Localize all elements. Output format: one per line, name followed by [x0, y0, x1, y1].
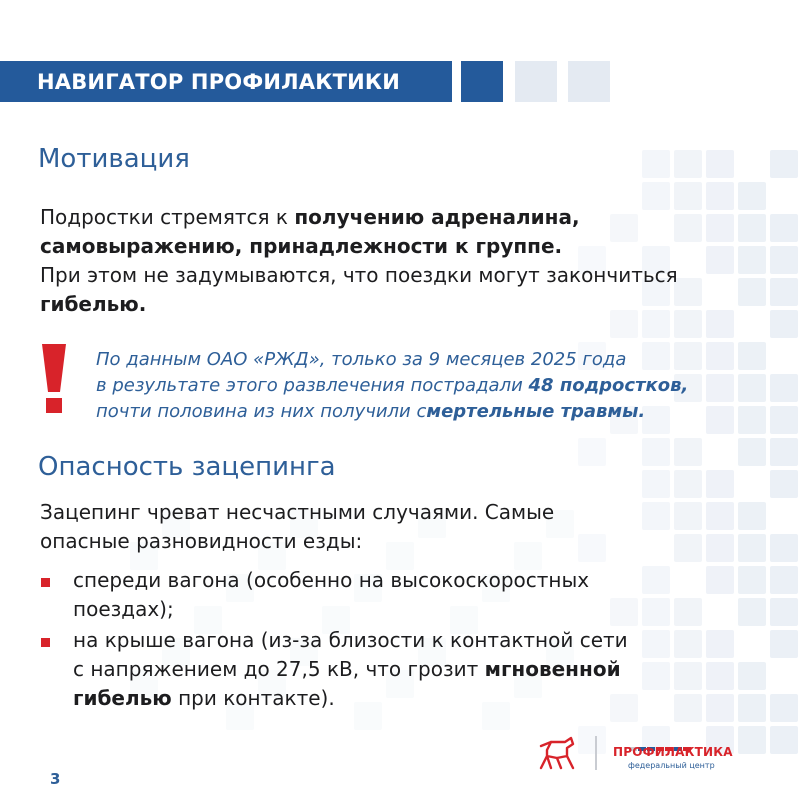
bold-text: самовыражению, принадлежности к группе.	[40, 234, 563, 258]
emblem-icon	[537, 734, 577, 772]
text: опасные разновидности езды:	[40, 529, 363, 553]
background-tile	[738, 438, 766, 466]
bold-text: гибелью.	[40, 292, 147, 316]
list-item	[40, 626, 780, 713]
text: Зацепинг чреват несчастными случаями. Самые	[40, 500, 555, 524]
bold-text: гибелью	[73, 686, 172, 710]
note-bold: мертельные травмы.	[426, 401, 646, 422]
background-tile	[738, 726, 766, 754]
background-tile	[642, 438, 670, 466]
background-tile	[706, 470, 734, 498]
text: спереди вагона (особенно на высокоскоростных	[73, 568, 590, 592]
note-line: почти половина из них получили с	[96, 401, 427, 422]
danger-intro	[40, 498, 790, 556]
bullet-square-icon	[41, 638, 50, 647]
statistics-note	[96, 347, 786, 425]
page-number: 3	[50, 770, 61, 788]
text: с напряжением до 27,5 кВ, что грозит	[73, 657, 485, 681]
logo-subtitle: федеральный центр	[628, 761, 715, 770]
background-tile	[578, 438, 606, 466]
bullet-square-icon	[41, 578, 50, 587]
background-tile	[770, 726, 798, 754]
text: При этом не задумываются, что поездки могут закончиться	[40, 263, 678, 287]
bold-text: мгновенной	[484, 657, 621, 681]
background-tile	[674, 438, 702, 466]
logo-title: ПРОФИЛАКТИКА	[613, 745, 733, 759]
header-decor-square	[461, 61, 503, 102]
background-tile	[770, 438, 798, 466]
note-line: По данным ОАО «РЖД», только за 9 месяцев 2025 года	[96, 349, 627, 370]
motivation-paragraph	[40, 203, 790, 319]
section-heading-danger: Опасность зацепинга	[38, 452, 336, 482]
section-heading-motivation: Мотивация	[38, 144, 190, 174]
note-line: в результате этого развлечения пострадали	[96, 375, 529, 396]
danger-list	[40, 566, 780, 715]
list-item	[40, 566, 780, 624]
background-tile	[674, 150, 702, 178]
page-title: НАВИГАТОР ПРОФИЛАКТИКИ	[37, 70, 401, 94]
background-tile	[578, 726, 606, 754]
text: поездах);	[73, 597, 174, 621]
background-tile	[770, 470, 798, 498]
background-tile	[706, 150, 734, 178]
background-tile	[674, 470, 702, 498]
text: при контакте).	[171, 686, 335, 710]
text: на крыше вагона (из-за близости к контактной сети	[73, 628, 628, 652]
bold-text: получению адреналина,	[294, 205, 580, 229]
background-tile	[770, 150, 798, 178]
logo-divider	[595, 736, 597, 770]
header-decor-square	[515, 61, 557, 102]
exclamation-icon	[40, 344, 68, 414]
header-decor-square	[568, 61, 610, 102]
background-tile	[642, 150, 670, 178]
text: Подростки стремятся к	[40, 205, 295, 229]
flag-stripes-icon	[629, 736, 692, 741]
note-bold: 48 подростков,	[528, 375, 689, 396]
background-tile	[642, 470, 670, 498]
